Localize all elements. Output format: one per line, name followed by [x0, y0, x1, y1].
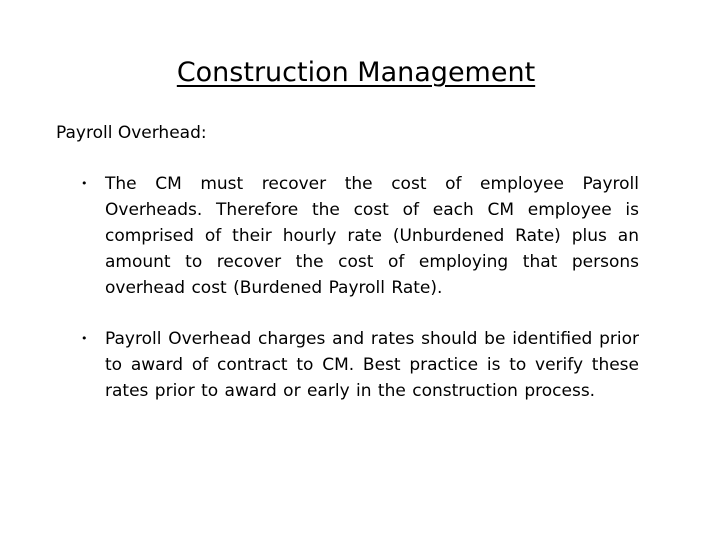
bullet-list — [0, 171, 720, 429]
bullet-text: The CM must recover the cost of employee Payroll Overheads. Therefore the cost of each CM employee is comprised of their hourly rate (Unburdened Rate) plus an amount to recover the cost of employing that persons overhead cost (Burdened Payroll Rate). — [105, 174, 639, 298]
bullet-text: Payroll Overhead charges and rates should be identified prior to award of contract to CM. Best practice is to verify these rates prior to award or early in the construction process. — [105, 329, 639, 401]
slide-title-text: Construction Management — [176, 57, 536, 88]
slide-title — [0, 55, 712, 91]
bullet-item — [0, 326, 720, 404]
bullet-marker: • — [81, 177, 88, 190]
bullet-marker: • — [81, 332, 88, 345]
bullet-item — [0, 171, 720, 301]
section-heading: Payroll Overhead: — [56, 123, 207, 143]
